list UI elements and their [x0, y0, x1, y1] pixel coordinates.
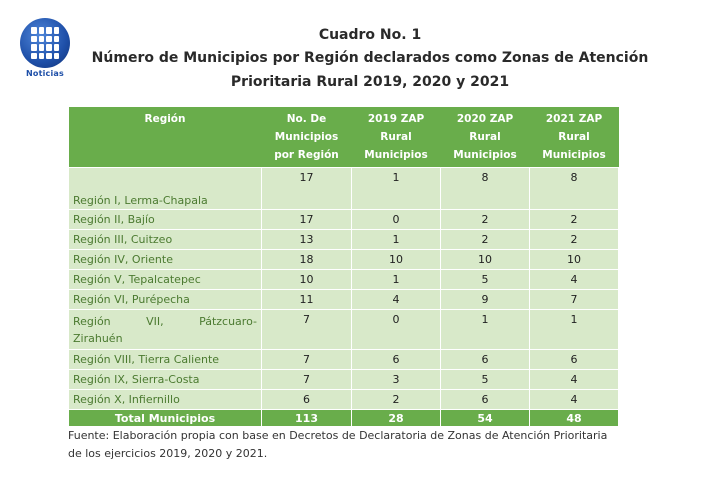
zap-2020-count: 2	[441, 210, 530, 230]
table-number-title: Cuadro No. 1	[318, 27, 422, 43]
zap-2019-count: 3	[352, 370, 441, 390]
zap-2019-count: 10	[352, 250, 441, 270]
zap-2020-count: 10	[441, 250, 530, 270]
zap-2019-count: 1	[352, 270, 441, 290]
region-name: Región VI, Purépecha	[69, 290, 262, 310]
zap-2021-count: 7	[530, 290, 619, 310]
logo-globe-icon	[20, 18, 70, 68]
municipios-count: 17	[262, 168, 352, 210]
footnote-line1: Fuente: Elaboración propia con base en Decretos de Declaratoria de Zonas de Atención Prioritaria	[68, 429, 608, 442]
total-label: Total Municipios	[69, 410, 262, 427]
table-row	[69, 390, 619, 410]
table-row	[69, 270, 619, 290]
zap-2020-count: 2	[441, 230, 530, 250]
zap-2021-count: 8	[530, 168, 619, 210]
zap-2019-count: 1	[352, 230, 441, 250]
table-row	[69, 250, 619, 270]
zap-2020-count: 8	[441, 168, 530, 210]
total-municipios: 113	[262, 410, 352, 427]
municipios-count: 11	[262, 290, 352, 310]
zap-2021-count: 1	[530, 310, 619, 350]
region-name: Región IX, Sierra-Costa	[69, 370, 262, 390]
table-header-row	[69, 107, 619, 168]
total-zap-2019: 28	[352, 410, 441, 427]
source-footnote	[68, 427, 668, 463]
zap-2021-count: 4	[530, 390, 619, 410]
zap-2020-count: 6	[441, 350, 530, 370]
municipios-count: 10	[262, 270, 352, 290]
zap-2019-count: 1	[352, 168, 441, 210]
table-row	[69, 350, 619, 370]
table-row	[69, 168, 619, 210]
municipios-count: 6	[262, 390, 352, 410]
zap-2020-count: 5	[441, 370, 530, 390]
table-subtitle-line2: Prioritaria Rural 2019, 2020 y 2021	[230, 74, 510, 90]
zap-2020-count: 1	[441, 310, 530, 350]
zap-2019-count: 0	[352, 210, 441, 230]
logo-brand-text: Noticias	[25, 69, 64, 78]
document-heading	[80, 24, 660, 94]
municipios-count: 18	[262, 250, 352, 270]
region-name-line2: Zirahuén	[73, 331, 123, 345]
table-subtitle-line1: Número de Municipios por Región declarados como Zonas de Atención	[91, 50, 649, 66]
zap-2021-count: 6	[530, 350, 619, 370]
zap-2021-count: 10	[530, 250, 619, 270]
region-name: Región IV, Oriente	[69, 250, 262, 270]
region-name-line1: Región VII, Pátzcuaro-	[73, 314, 257, 328]
zap-2019-count: 0	[352, 310, 441, 350]
municipios-table	[68, 107, 619, 427]
header-zap-2021: 2021 ZAP Rural Municipios	[530, 107, 619, 168]
region-name: Región VIII, Tierra Caliente	[69, 350, 262, 370]
municipios-count: 7	[262, 350, 352, 370]
table-row	[69, 290, 619, 310]
region-name: Región I, Lerma-Chapala	[69, 168, 262, 210]
zap-2020-count: 6	[441, 390, 530, 410]
footnote-line2: de los ejercicios 2019, 2020 y 2021.	[68, 447, 268, 460]
region-name: Región V, Tepalcatepec	[69, 270, 262, 290]
table-total-row	[69, 410, 619, 427]
municipios-count: 17	[262, 210, 352, 230]
zap-2021-count: 2	[530, 230, 619, 250]
total-zap-2020: 54	[441, 410, 530, 427]
zap-2019-count: 6	[352, 350, 441, 370]
municipios-count: 13	[262, 230, 352, 250]
zap-2019-count: 4	[352, 290, 441, 310]
table-row	[69, 230, 619, 250]
table-row	[69, 370, 619, 390]
zap-2019-count: 2	[352, 390, 441, 410]
noticias-logo	[18, 18, 72, 82]
zap-2020-count: 9	[441, 290, 530, 310]
header-zap-2019: 2019 ZAP Rural Municipios	[352, 107, 441, 168]
zap-2021-count: 2	[530, 210, 619, 230]
region-name: Región X, Infiernillo	[69, 390, 262, 410]
municipios-count: 7	[262, 370, 352, 390]
total-zap-2021: 48	[530, 410, 619, 427]
region-name: Región II, Bajío	[69, 210, 262, 230]
zap-2020-count: 5	[441, 270, 530, 290]
region-name	[69, 310, 262, 350]
table-row	[69, 210, 619, 230]
zap-2021-count: 4	[530, 270, 619, 290]
region-name: Región III, Cuitzeo	[69, 230, 262, 250]
header-municipios: No. De Municipios por Región	[262, 107, 352, 168]
table-row	[69, 310, 619, 350]
zap-2021-count: 4	[530, 370, 619, 390]
header-region: Región	[69, 107, 262, 168]
header-zap-2020: 2020 ZAP Rural Municipios	[441, 107, 530, 168]
municipios-count: 7	[262, 310, 352, 350]
